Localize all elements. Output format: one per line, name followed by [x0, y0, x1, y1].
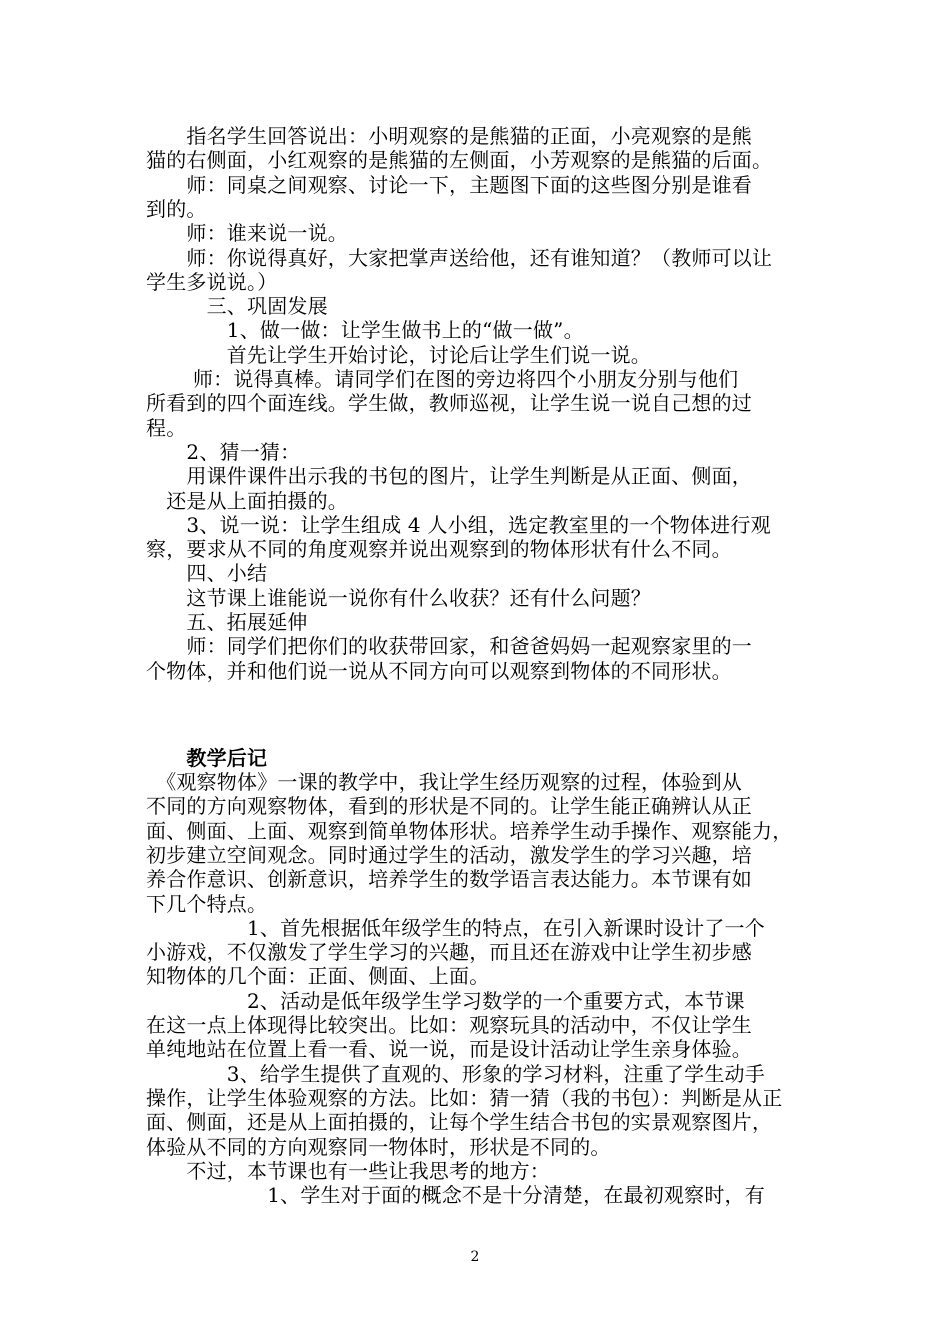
body-line: 师：谁来说一说。: [146, 221, 348, 246]
postscript-line: 下几个特点。: [146, 891, 268, 916]
postscript-line: 不同的方向观察物体，看到的形状是不同的。让学生能正确辨认从正: [146, 794, 752, 819]
body-line: 还是从上面拍摄的。: [146, 488, 348, 513]
body-line: 学生多说说。）: [146, 269, 278, 294]
postscript-line: 面、侧面、上面、观察到简单物体形状。培养学生动手操作、观察能力，: [146, 818, 793, 843]
body-line: 师：说得真棒。请同学们在图的旁边将四个小朋友分别与他们: [146, 367, 739, 391]
postscript-line: 不过，本节课也有一些让我思考的地方：: [146, 1158, 550, 1183]
postscript-line: 在这一点上体现得比较突出。比如：观察玩具的活动中，不仅让学生: [146, 1013, 752, 1037]
body-line: 3、说一说：让学生组成 4 人小组，选定教室里的一个物体进行观: [146, 512, 771, 537]
body-line: 个物体，并和他们说一说从不同方向可以观察到物体的不同形状。: [146, 658, 732, 683]
postscript-line: 面、侧面，还是从上面拍摄的，让每个学生结合书包的实景观察图片，: [146, 1110, 773, 1135]
body-line: 师：同桌之间观察、讨论一下，主题图下面的这些图分别是谁看: [146, 172, 752, 197]
body-line: 指名学生回答说出：小明观察的是熊猫的正面，小亮观察的是熊: [146, 124, 752, 148]
postscript-line: 3、给学生提供了直观的、形象的学习材料，注重了学生动手: [146, 1061, 765, 1086]
postscript-line: 单纯地站在位置上看一看、说一说，而是设计活动让学生亲身体验。: [146, 1037, 752, 1062]
body-line: 察，要求从不同的角度观察并说出观察到的物体形状有什么不同。: [146, 537, 732, 562]
postscript-line: 操作，让学生体验观察的方法。比如：猜一猜（我的书包）：判断是从正: [146, 1085, 783, 1110]
body-line: 所看到的四个面连线。学生做，教师巡视，让学生说一说自己想的过: [146, 391, 752, 416]
postscript-line: 1、学生对于面的概念不是十分清楚，在最初观察时，有: [146, 1183, 765, 1208]
body-line: 猫的右侧面，小红观察的是熊猫的左侧面，小芳观察的是熊猫的后面。: [146, 148, 773, 173]
body-line: 五、拓展延伸: [146, 610, 308, 634]
body-line: 三、巩固发展: [146, 294, 328, 319]
page-number: 2: [470, 1249, 480, 1265]
body-line: 2、猜一猜：: [146, 439, 301, 464]
postscript-line: 小游戏，不仅激发了学生学习的兴趣，而且还在游戏中让学生初步感: [146, 940, 752, 965]
body-line: 用课件课件出示我的书包的图片，让学生判断是从正面、侧面，: [146, 464, 752, 489]
postscript-heading: 教学后记: [146, 746, 268, 770]
postscript-line: 养合作意识、创新意识，培养学生的数学语言表达能力。本节课有如: [146, 867, 752, 892]
body-line: 这节课上谁能说一说你有什么收获？还有什么问题？: [146, 585, 651, 610]
postscript-line: 知物体的几个面：正面、侧面、上面。: [146, 964, 490, 989]
body-line: 师：同学们把你们的收获带回家，和爸爸妈妈一起观察家里的一: [146, 634, 752, 659]
body-line: 程。: [146, 415, 187, 440]
body-line: 1、做一做：让学生做书上的“做一做”。: [146, 318, 584, 343]
postscript-line: 1、首先根据低年级学生的特点，在引入新课时设计了一个: [146, 915, 765, 940]
body-line: 四、小结: [146, 561, 268, 586]
body-line: 首先让学生开始讨论，讨论后让学生们说一说。: [146, 342, 651, 367]
postscript-line: 体验从不同的方向观察同一物体时，形状是不同的。: [146, 1134, 611, 1159]
postscript-line: 《观察物体》一课的教学中，我让学生经历观察的过程，体验到从: [146, 770, 742, 794]
postscript-line: 初步建立空间观念。同时通过学生的活动，激发学生的学习兴趣，培: [146, 842, 752, 867]
body-line: 到的。: [146, 196, 207, 221]
body-line: 师：你说得真好，大家把掌声送给他，还有谁知道？（教师可以让: [146, 245, 773, 270]
postscript-line: 2、活动是低年级学生学习数学的一个重要方式，本节课: [146, 988, 745, 1013]
